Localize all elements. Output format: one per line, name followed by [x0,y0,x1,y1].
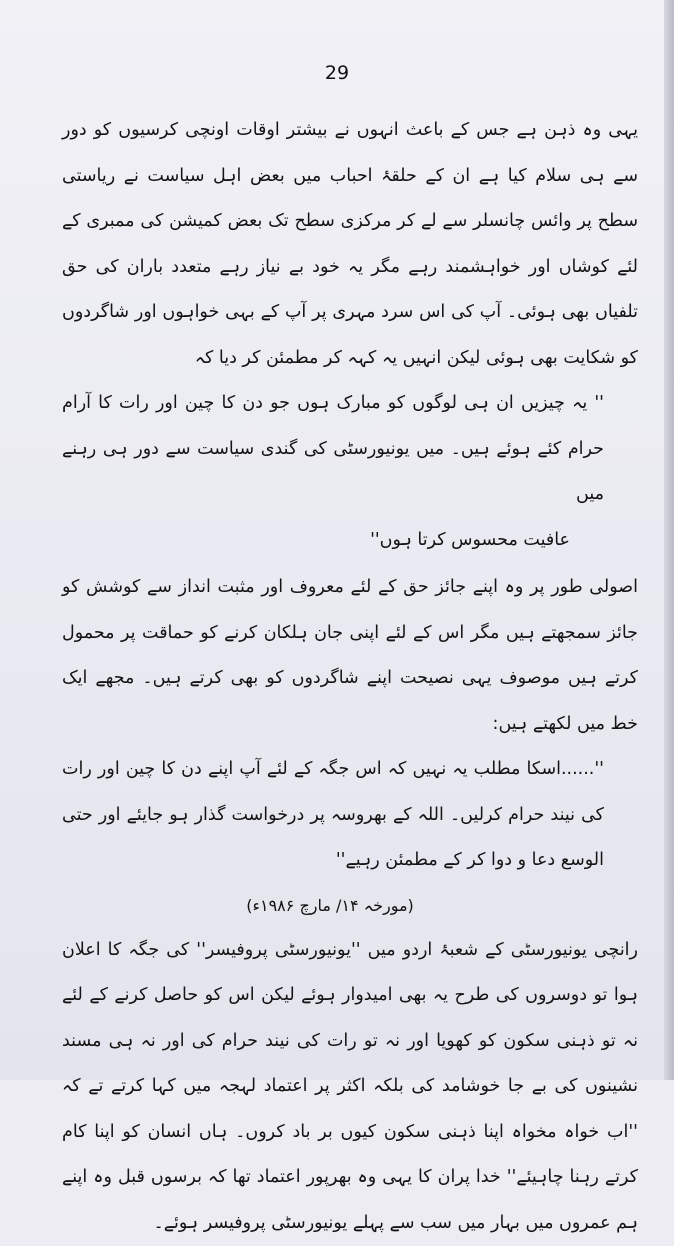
paragraph-2: اصولی طور پر وہ اپنے جائز حق کے لئے معروف اور مثبت انداز سے کوشش کو جائز سمجھتے ہیں مگر اس کے لئے اپنی جان ہلکان کرنے کو حماقت پر محمول کرتے ہیں موصوف یہی نصیحت اپنے شاگردوں کو بھی کرتے ہیں۔ مجھے ایک خط میں لکھتے ہیں: [62,565,638,747]
paragraph-1: یہی وہ ذہن ہے جس کے باعث انہوں نے بیشتر اوقات اونچی کرسیوں کو دور سے ہی سلام کیا ہے ان کے حلقۂ احباب میں بعض اہل سیاست نے ریاستی سطح پر وائس چانسلر سے لے کر مرکزی سطح تک بعض کمیشن کی ممبری کے لئے کوشاں اور خواہشمند رہے مگر یہ خود بے نیاز رہے متعدد باران کی حق تلفیاں بھی ہوئی۔ آپ کی اس سرد مہری پر آپ کے بہی خواہوں اور شاگردوں کو شکایت بھی ہوئی لیکن انہیں یہ کہہ کر مطمئن کر دیا کہ [62,108,638,381]
page-body [62,108,638,1246]
page-number: 29 [0,62,674,84]
paragraph-3: رانچی یونیورسٹی کے شعبۂ اردو میں ''یونیورسٹی پروفیسر'' کی جگہ کا اعلان ہوا تو دوسروں کی طرح یہ بھی امیدوار ہوئے لیکن اس کو حاصل کرنے کے لئے نہ تو ذہنی سکون کو کھویا اور نہ تو رات کی نیند حرام کی اور نہ ہی مسند نشینوں کی بے جا خوشامد کی بلکہ اکثر پر اعتماد لہجہ میں کہا کرتے تے کہ ''اب خواہ مخواہ اپنا ذہنی سکون کیوں بر باد کروں۔ ہاں انسان کو اپنا کام کرتے رہنا چاہیئے'' خدا پران کا یہی وہ بھرپور اعتماد تھا کہ برسوں قبل وہ اپنے ہم عمروں میں بہار میں سب سے پہلے یونیورسٹی پروفیسر ہوئے۔ [62,928,638,1246]
quote-2: ''......اسکا مطلب یہ نہیں کہ اس جگہ کے لئے آپ اپنے دن کا چین اور رات کی نیند حرام کرلیں۔ اللہ کے بھروسہ پر درخواست گذار ہو جایئے اور حتی الوسع دعا و دوا کر کے مطمئن رہیے'' [62,747,638,884]
page-edge [664,0,674,1080]
letter-date: (مورخہ ۱۴/ مارچ ۱۹۸۶ء) [62,884,638,928]
quote-1-part-1: '' یہ چیزیں ان ہی لوگوں کو مبارک ہوں جو دن کا چین اور رات کا آرام حرام کئے ہوئے ہیں۔ میں یونیورسٹی کی گندی سیاست سے دور ہی رہنے میں [62,381,638,518]
quote-1-part-2: عافیت محسوس کرتا ہوں'' [62,518,638,564]
